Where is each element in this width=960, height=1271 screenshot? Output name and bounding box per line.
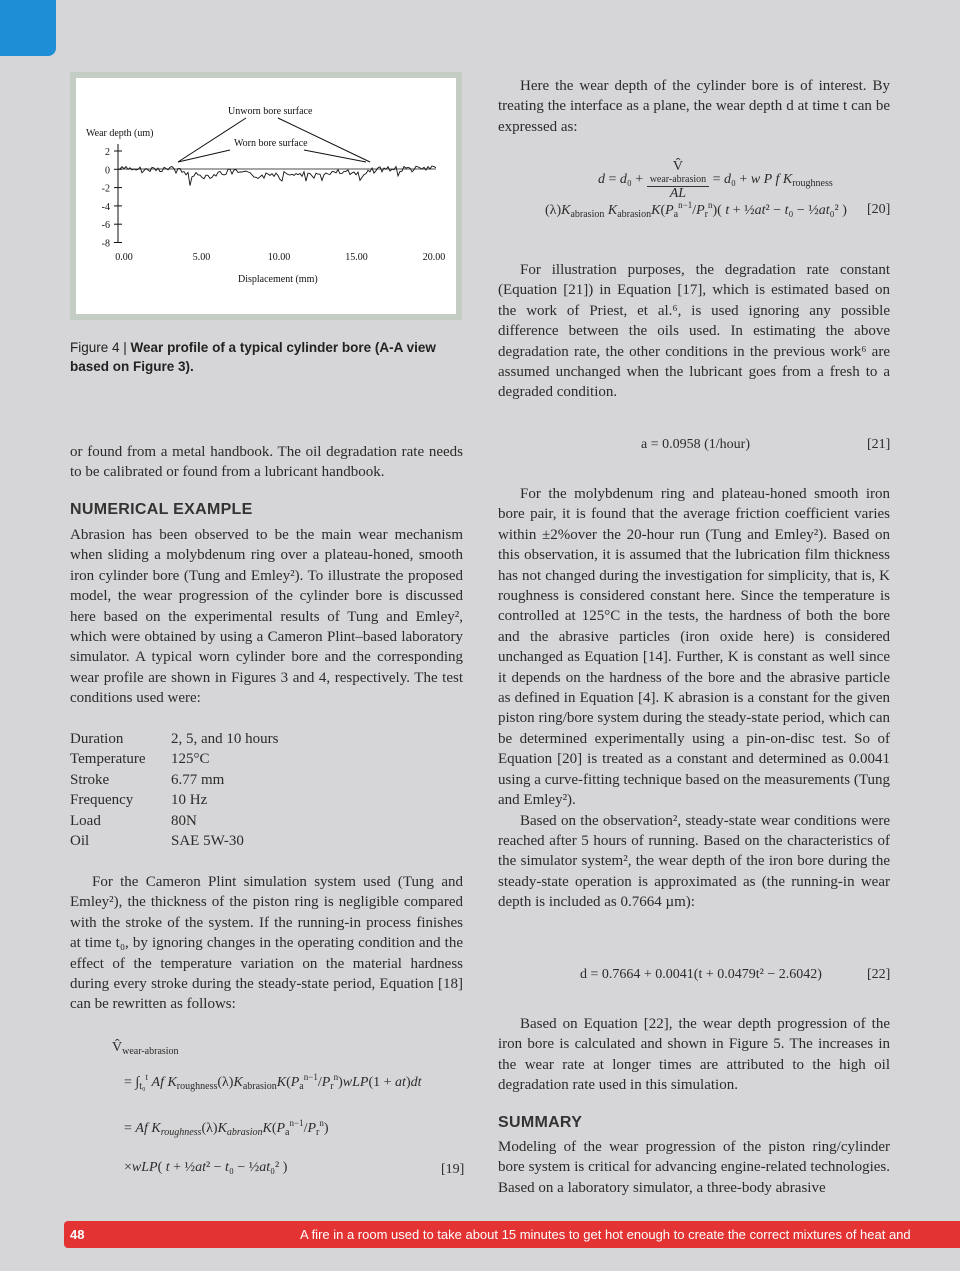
paragraph-abrasion: Abrasion has been observed to be the main wear mechanism when sliding a molybdenum ring over a plateau-honed, smooth iron cylinder bore (Tung and Emley²). To illustrate the proposed model, the wear progression of the cylinder bore is discussed here based on the experimental results of Tung and Emley², which were obtained by using a Cameron Plint–based laboratory simulator. A typical worn cylinder bore and the corresponding wear profile are shown in Figures 3 and 4, respectively. The test conditions used were: [70,527,463,707]
heading-numerical-example: NUMERICAL EXAMPLE [70,501,253,518]
paragraph-molybdenum: For the molybdenum ring and plateau-honed smooth iron bore pair, it is found that the average friction coefficient varies within ±2%over the 20-hour run (Tung and Emley²). Based on this observation, it is assumed that the lubrication film thickness has not changed during the investigation for simplicity, that is, K roughness is considered constant here. Since the temperature is controlled at 125°C in the tests, the hardness of both the bore and the abrasive particles (iron oxide here) is considered unchanged as Equation [14]. Further, K is constant as well since it depends on the hardness of the bore and the abrasive particle as defined in Equation [4]. K abrasion is a constant for the given piston ring/bore system during the steady-state period, which can be determined experimentally using a pin-on-disc test. So of Equation [20] is treated as a constant and determined as 0.0041 using a curve-fitting technique based on the measurements (Tung and Emley²). [498,486,890,809]
test-conditions [70,729,279,851]
footer-text: A fire in a room used to take about 15 minutes to get hot enough to create the correct mixtures of heat and [300,1227,911,1242]
caption-prefix: Figure 4 | [70,340,131,355]
equation-19-number: [19] [441,1162,465,1177]
paragraph-summary: Modeling of the wear progression of the piston ring/cylinder bore system is critical for advancing engine-related technologies. Based on a laboratory simulator, a three-body abrasive [498,1139,890,1196]
x-tick-label: 5.00 [192,252,211,263]
condition-row [70,729,279,749]
left-cameron [70,872,463,1015]
condition-row [70,831,279,851]
condition-row [70,811,279,831]
arrow-worn-left [178,150,230,162]
paragraph-cameron: For the Cameron Plint simulation system used (Tung and Emley²), the thickness of the piston ring is negligible compared with the stroke of the system. If the running-in process finishes at time t₀, by ignoring changes in the operating condition and the effect of the temperature variation on the material hardness during every stroke during the steady-state period, Equation [18] can be rewritten as follows: [70,874,463,1013]
right-molybdenum [498,484,890,913]
wear-profile-chart [76,78,456,314]
equation-20-line1: d = d₀ + V̂ wear-abrasion AL = d₀ + w P f $K_{roughness}$ [598,159,833,201]
condition-key: Temperature [70,751,146,768]
label-unworn: Unworn bore surface [228,106,313,117]
x-tick-label: 20.00 [422,252,446,263]
condition-value: 80N [171,812,197,829]
right-intro [498,76,890,137]
equation-19-line1: $V̂_{wear-abrasion}$ [112,1040,179,1057]
right-summary [498,1137,890,1198]
y-tick-label: -8 [101,238,110,250]
equation-19-line2: = $\int_{t_0}^t$ Af $K_{roughness}(\lambda)K_{abrasion}K(P_a^{n-1}/P_r^n)wLP(1 + at)dt$ [124,1072,422,1092]
caption-title: Wear profile of a typical cylinder bore (A-A view based on Figure 3). [70,340,436,374]
footer-bar [64,1221,960,1248]
x-tick-label: 0.00 [115,252,133,263]
right-illustration [498,260,890,403]
condition-value: 125°C [171,751,210,768]
numerical-example-section [70,500,463,520]
condition-value: SAE 5W-30 [171,833,244,850]
condition-key: Frequency [70,792,134,809]
y-tick-label: 2 [105,147,110,158]
paragraph-intro: or found from a metal handbook. The oil degradation rate needs to be calibrated or found from a lubricant handbook. [70,444,463,481]
blue-corner-tab [0,0,56,56]
paragraph-illustration: For illustration purposes, the degradation rate constant (Equation [21]) in Equation [17], which is estimated based on the work of Priest, et al.⁶, is used ignoring any possible difference between the oils used. In estimating the above degradation rate, the other conditions in the previous work⁶ are assumed unchanged when the lubricant goes from a fresh to a degraded condition. [498,262,890,401]
equation-19-line3: = Af $K_{roughness}(\lambda)K_{abrasion}K(P_a^{n-1}/P_r^n)$ [124,1118,329,1138]
left-intro [70,442,463,483]
left-abrasion [70,525,463,709]
equation-22: d = 0.7664 + 0.0041(t + 0.0479t² − 2.6042) [580,967,822,982]
y-tick-label: 0 [105,165,110,177]
equation-22-number: [22] [867,967,891,982]
label-worn: Worn bore surface [234,138,308,149]
paragraph-based-on-22: Based on Equation [22], the wear depth progression of the iron bore is calculated and shown in Figure 5. The increases in the wear rate at longer times are attributed to the high oil degradation rate used in this simulation. [498,1016,890,1094]
right-based [498,1014,890,1096]
page-number: 48 [70,1227,85,1242]
x-tick-label: 10.00 [267,252,291,263]
condition-key: Oil [70,833,90,850]
condition-value: 2, 5, and 10 hours [171,731,279,747]
equation-20-line2: $(\lambda)K_{abrasion}$ $K_{abrasion}K(P_a^{n-1}/P_r^n)$( t + ½at² − t₀ − ½at₀² ) [545,200,847,220]
y-tick-label: -6 [101,220,110,232]
paragraph-observation: Based on the observation², steady-state wear conditions were reached after 5 hours of running. Based on the characteristics of the simulator system², the wear depth of the iron bore during the steady-state operation is approximated as (the running-in wear depth is included as 0.7664 µm): [498,812,890,911]
condition-key: Duration [70,731,124,747]
condition-value: 10 Hz [171,792,208,809]
paragraph-wear-depth: Here the wear depth of the cylinder bore is of interest. By treating the interface as a plane, the wear depth d at time t can be expressed as: [498,78,890,135]
condition-row [70,749,279,769]
y-tick-label: -2 [101,183,110,195]
condition-row [70,790,279,810]
figure-4 [70,72,462,320]
y-tick-label: -4 [101,201,110,213]
summary-section [498,1113,890,1133]
condition-key: Load [70,812,101,829]
equation-19-line4: ×wLP( t + ½at² − t₀ − ½at₀² ) [124,1160,288,1175]
equation-20-number: [20] [867,202,891,217]
figure-caption [70,338,466,376]
x-tick-label: 15.00 [345,252,368,263]
equation-21-number: [21] [867,437,891,452]
condition-key: Stroke [70,771,110,788]
x-axis-label: Displacement (mm) [238,274,318,285]
y-axis-label: Wear depth (um) [86,128,154,139]
condition-row [70,770,279,790]
condition-value: 6.77 mm [171,771,225,788]
equation-21: a = 0.0958 (1/hour) [641,437,750,452]
heading-summary: SUMMARY [498,1114,583,1131]
